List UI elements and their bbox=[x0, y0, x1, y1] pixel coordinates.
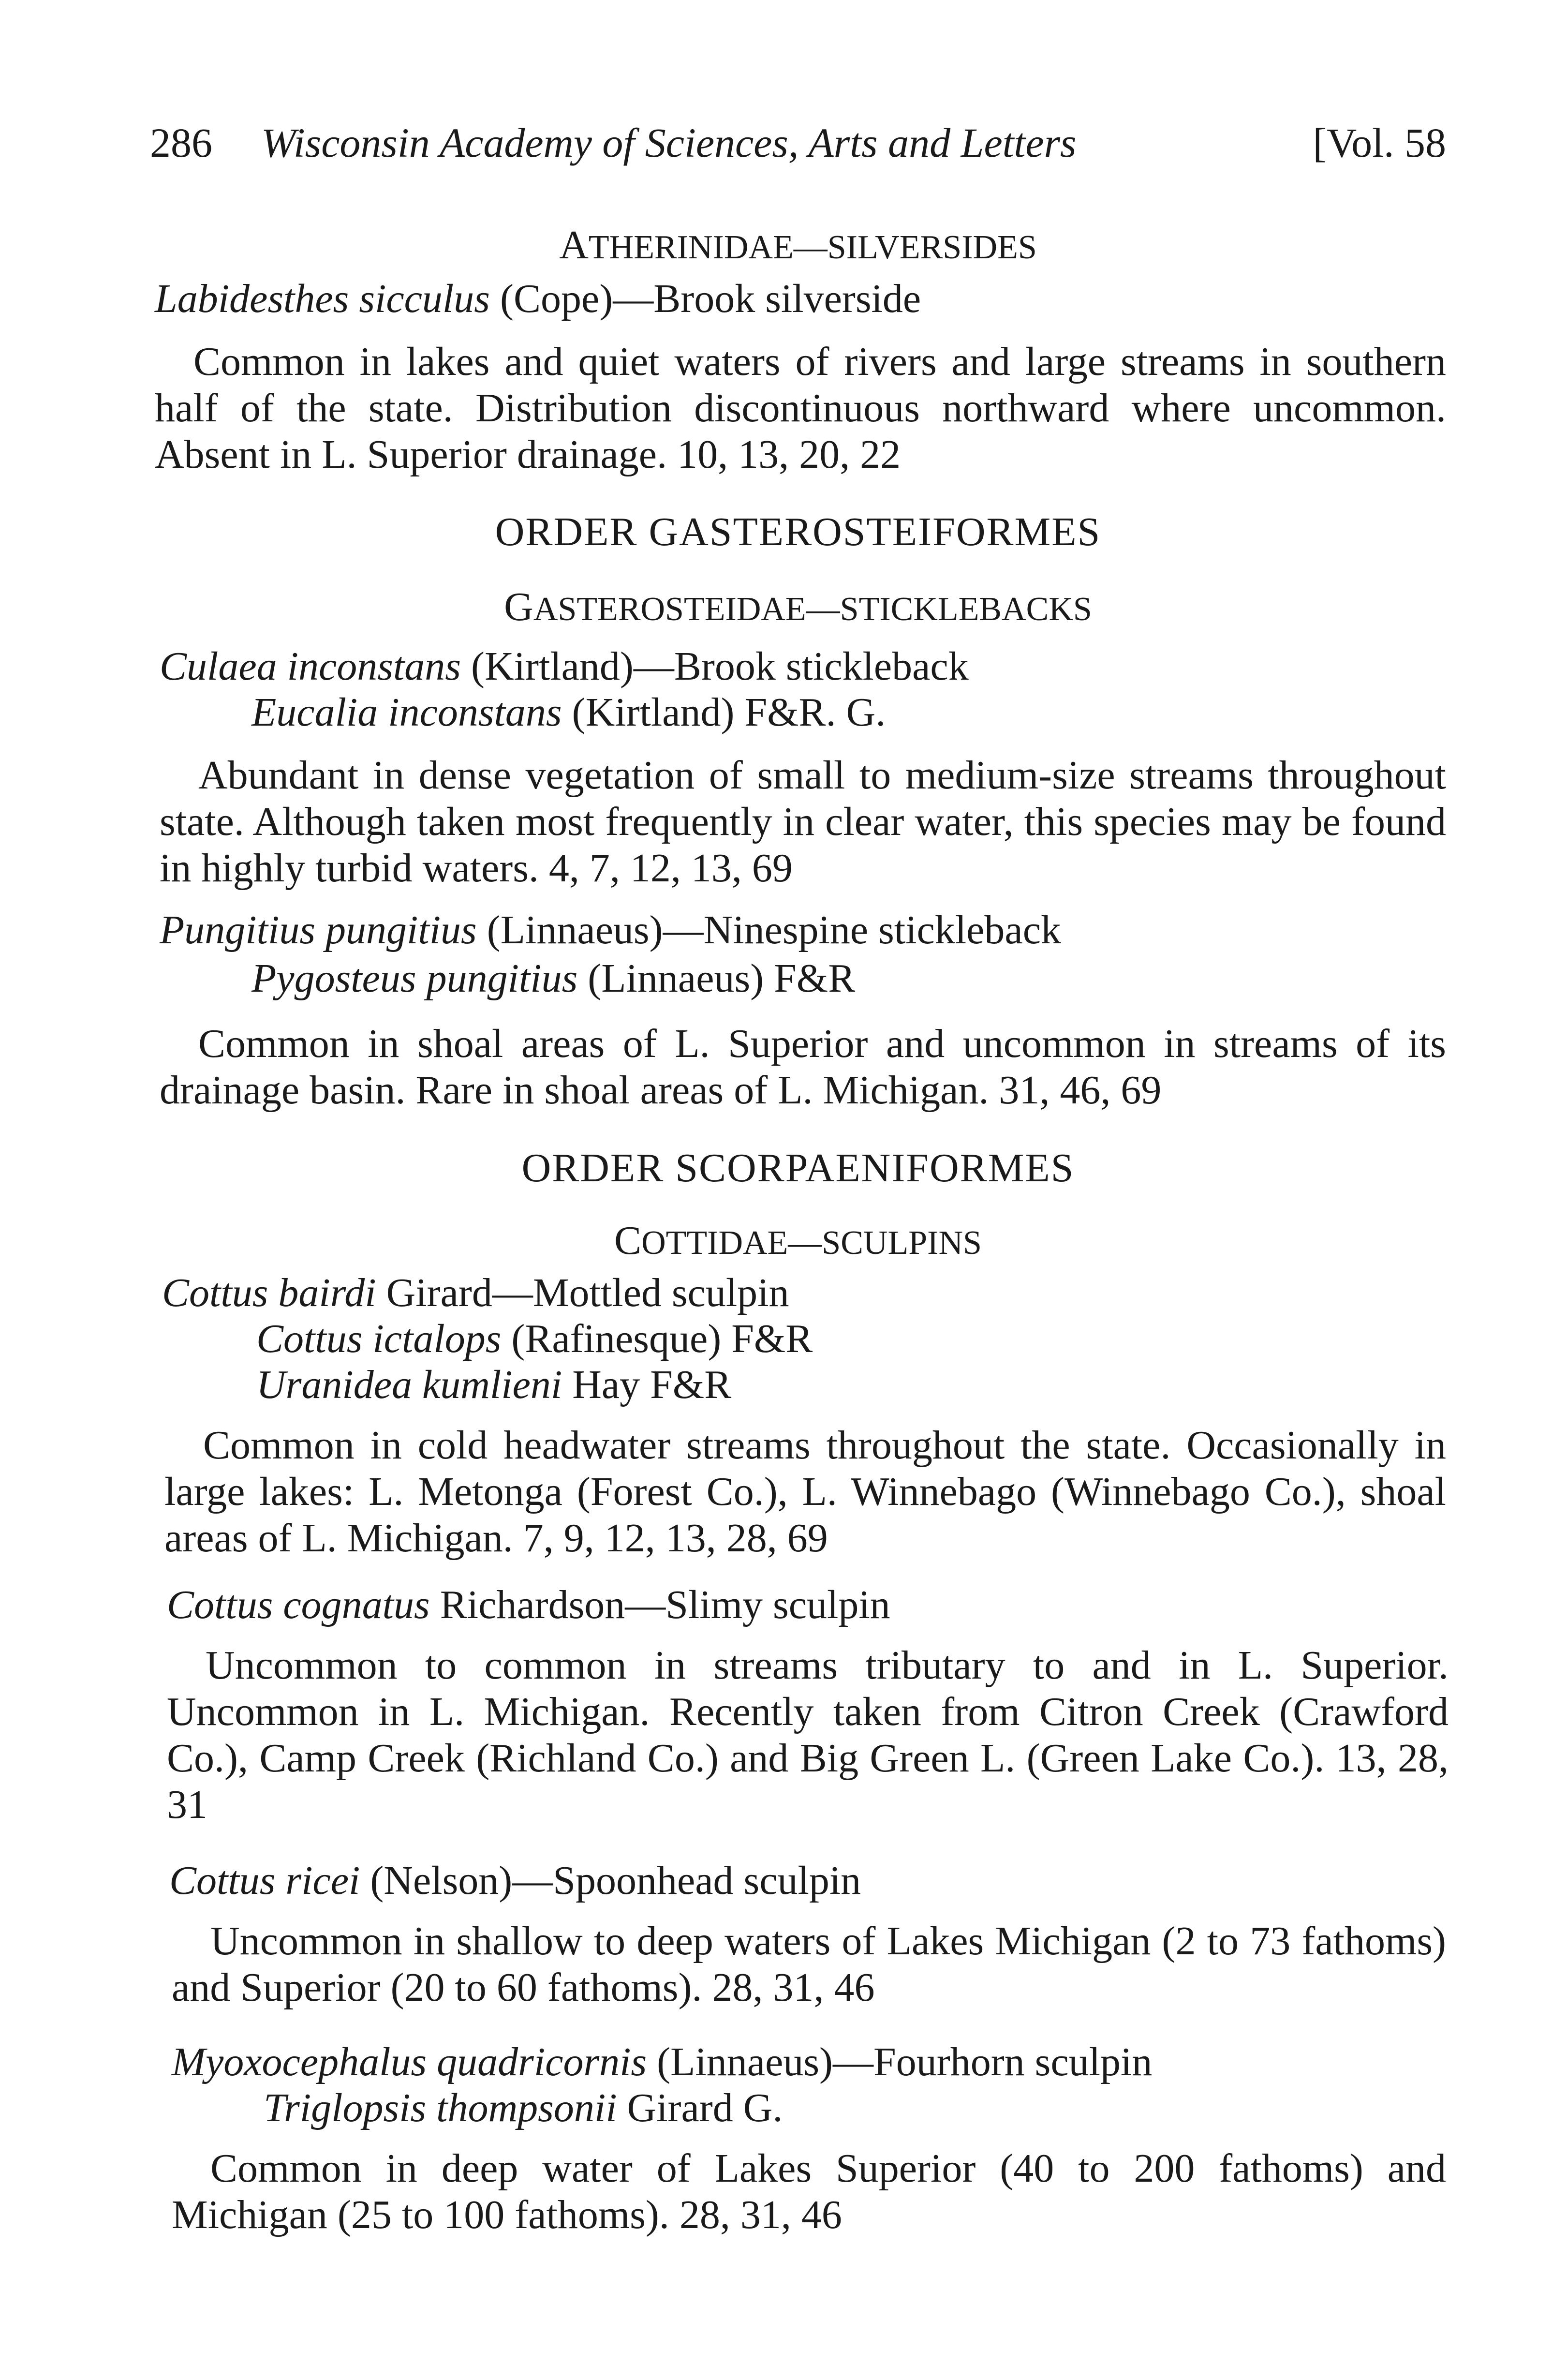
authority-common-name: Hay F&R bbox=[562, 1362, 732, 1407]
order-heading: ORDER SCORPAENIFORMES bbox=[521, 1145, 1075, 1190]
scientific-name: Pygosteus pungitius bbox=[251, 956, 578, 1001]
synonym-entry bbox=[256, 1362, 731, 1408]
scientific-name: Myoxocephalus quadricornis bbox=[172, 2039, 647, 2084]
scientific-name: Cottus bairdi bbox=[162, 1270, 376, 1315]
authority-common-name: Girard G. bbox=[617, 2085, 783, 2130]
synonym-entry bbox=[264, 2085, 783, 2131]
scientific-name: Labidesthes sicculus bbox=[155, 276, 490, 321]
species-description: Common in shoal areas of L. Superior and uncommon in streams of its drainage basin. Rare in shoal areas of L. Michigan. 31, 46, 69 bbox=[160, 1021, 1446, 1113]
family-heading-rest: THERINIDAE—SILVERSIDES bbox=[588, 229, 1037, 266]
authority-common-name: (Kirtland) F&R. G. bbox=[562, 690, 886, 735]
family-heading bbox=[150, 585, 1446, 631]
scientific-name: Cottus ricei bbox=[169, 1858, 360, 1903]
species-entry bbox=[169, 1858, 861, 1904]
species-description: Common in cold headwater streams throughout the state. Occasionally in large lakes: L. Metonga (Forest Co.), L. Winnebago (Winnebago Co.), shoal areas of L. Michigan. 7, 9, 12, 13, 28, 69 bbox=[164, 1423, 1446, 1561]
family-heading-rest: ASTEROSTEIDAE—STICKLEBACKS bbox=[533, 591, 1092, 628]
authority-common-name: (Cope)—Brook silverside bbox=[489, 276, 921, 321]
species-description: Common in deep water of Lakes Superior (40 to 200 fathoms) and Michigan (25 to 100 fathoms). 28, 31, 46 bbox=[172, 2146, 1446, 2237]
family-heading-rest: OTTIDAE—SCULPINS bbox=[641, 1224, 982, 1262]
running-header bbox=[150, 116, 1446, 169]
scientific-name: Cottus cognatus bbox=[167, 1582, 430, 1627]
authority-common-name: (Linnaeus)—Ninespine stickleback bbox=[476, 907, 1061, 952]
order-heading: ORDER GASTEROSTEIFORMES bbox=[495, 509, 1101, 554]
species-description: Common in lakes and quiet waters of rivers and large streams in southern half of the state. Distribution discontinuous northward where uncommon. Absent in L. Superior drainage. 10, 13, 20, 22 bbox=[155, 339, 1446, 477]
scientific-name: Triglopsis thompsonii bbox=[264, 2085, 617, 2130]
family-heading bbox=[150, 1219, 1446, 1265]
authority-common-name: Girard—Mottled sculpin bbox=[376, 1270, 789, 1315]
species-description: Abundant in dense vegetation of small to medium-size streams throughout state. Although taken most frequently in clear water, this species may be found in highly turbid waters. 4, 7, 12, 13, 69 bbox=[160, 753, 1446, 891]
authority-common-name: (Linnaeus) F&R bbox=[577, 956, 856, 1001]
family-heading-initial: A bbox=[559, 223, 589, 268]
species-entry bbox=[160, 643, 969, 690]
species-description: Uncommon in shallow to deep waters of Lakes Michigan (2 to 73 fathoms) and Superior (20 to 60 fathoms). 28, 31, 46 bbox=[172, 1919, 1446, 2010]
family-heading bbox=[150, 223, 1446, 269]
page-number: 286 bbox=[150, 119, 212, 166]
synonym-entry bbox=[251, 955, 855, 1002]
synonym-entry bbox=[251, 689, 886, 736]
authority-common-name: (Nelson)—Spoonhead sculpin bbox=[360, 1858, 861, 1903]
family-heading-initial: G bbox=[504, 584, 533, 629]
scientific-name: Pungitius pungitius bbox=[160, 907, 477, 952]
journal-title: Wisconsin Academy of Sciences, Arts and Letters bbox=[261, 119, 1077, 166]
scientific-name: Culaea inconstans bbox=[160, 644, 461, 689]
species-entry bbox=[162, 1270, 789, 1316]
species-entry bbox=[160, 907, 1061, 953]
authority-common-name: (Kirtland)—Brook stickleback bbox=[461, 644, 969, 689]
authority-common-name: (Linnaeus)—Fourhorn sculpin bbox=[647, 2039, 1153, 2084]
species-entry bbox=[172, 2039, 1152, 2085]
species-entry bbox=[167, 1582, 890, 1628]
authority-common-name: Richardson—Slimy sculpin bbox=[429, 1582, 890, 1627]
family-heading-initial: C bbox=[614, 1218, 642, 1263]
volume-label: [Vol. 58 bbox=[1313, 119, 1446, 166]
scientific-name: Eucalia inconstans bbox=[251, 690, 562, 735]
authority-common-name: (Rafinesque) F&R bbox=[501, 1316, 813, 1361]
species-entry bbox=[155, 276, 921, 322]
scientific-name: Cottus ictalops bbox=[256, 1316, 502, 1361]
synonym-entry bbox=[256, 1316, 813, 1362]
species-description: Uncommon to common in streams tributary to and in L. Superior. Uncommon in L. Michigan. Recently taken from Citron Creek (Crawford Co.), Camp Creek (Richland Co.) and Big Green L. (Green Lake Co.). 13, 28, 31 bbox=[167, 1643, 1449, 1827]
scientific-name: Uranidea kumlieni bbox=[256, 1362, 562, 1407]
